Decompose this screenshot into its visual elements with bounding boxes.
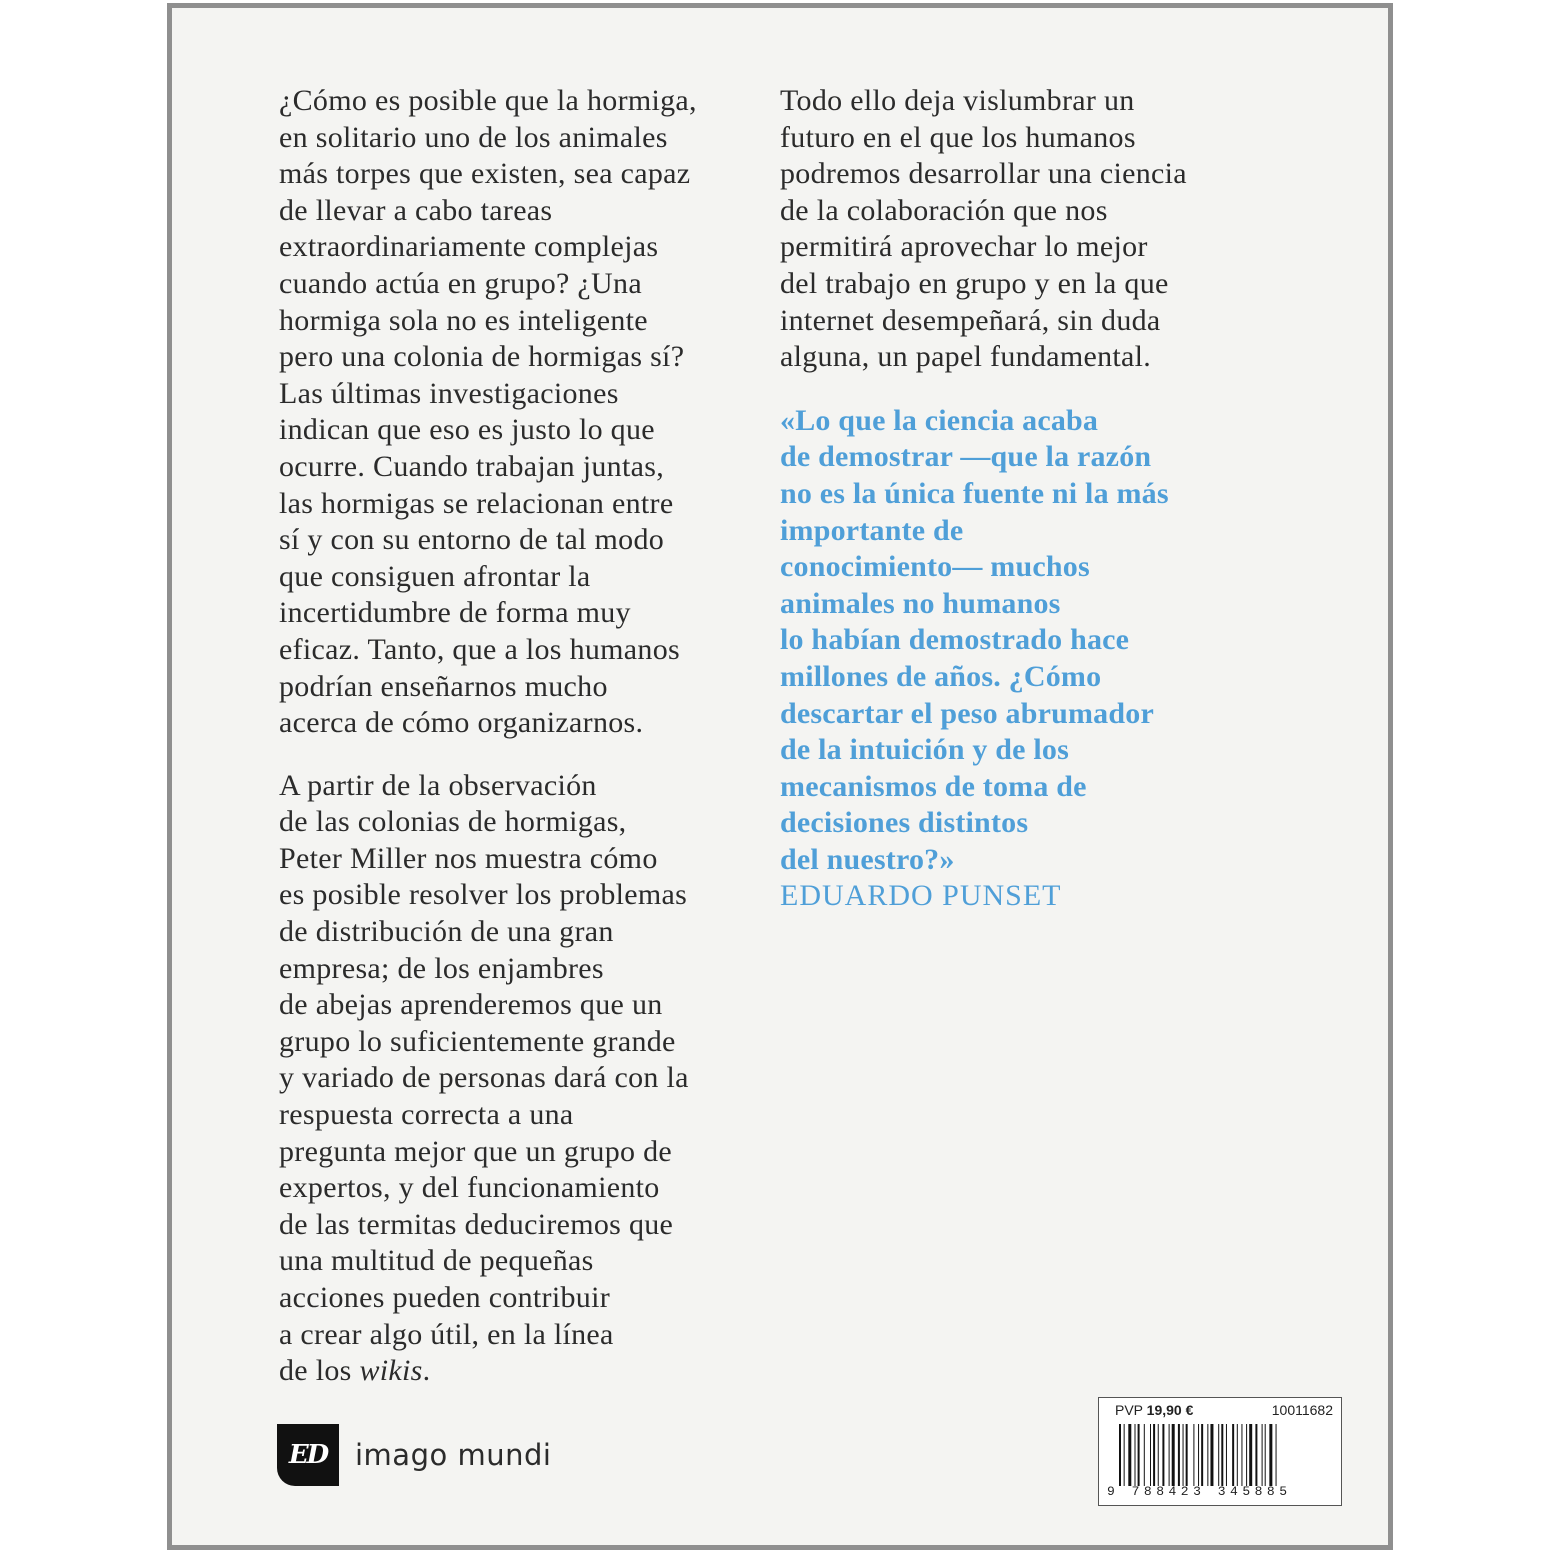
quote-line: «Lo que la ciencia acaba [780, 403, 1099, 437]
text-line: las hormigas se relacionan entre [279, 486, 674, 520]
text-line: que consiguen afrontar la [279, 559, 591, 593]
text-line: podrían enseñarnos mucho [279, 669, 608, 703]
text-line: de distribución de una gran [279, 915, 614, 949]
text-line: Todo ello deja vislumbrar un [780, 84, 1135, 117]
quote-line: del nuestro?» [780, 842, 955, 876]
text-fragment: de los [279, 1354, 360, 1388]
text-line: a crear algo útil, en la línea [279, 1317, 614, 1351]
text-line: una multitud de pequeñas [279, 1244, 594, 1278]
text-line: permitirá aprovechar lo mejor [780, 230, 1148, 264]
text-line: de las termitas deduciremos que [279, 1207, 674, 1241]
quote-line: descartar el peso abrumador [780, 696, 1154, 730]
text-line: extraordinariamente complejas [279, 230, 659, 264]
publisher-logo-icon [277, 1424, 339, 1486]
publisher-logo-text: ED [288, 1440, 328, 1470]
text-line: expertos, y del funcionamiento [279, 1171, 660, 1205]
publisher-name: imago mundi [355, 1438, 552, 1472]
text-line: eficaz. Tanto, que a los humanos [279, 632, 680, 666]
barcode-label [1098, 1397, 1342, 1506]
text-line: de llevar a cabo tareas [279, 193, 553, 227]
text-line: es posible resolver los problemas [279, 878, 688, 912]
text-line: incertidumbre de forma muy [279, 596, 631, 630]
quote-line: conocimiento— muchos [780, 550, 1090, 584]
synopsis-paragraph-2 [279, 768, 697, 1390]
quote-line: de demostrar —que la razón [780, 440, 1152, 474]
price-value: 19,90 € [1146, 1402, 1194, 1418]
quote-line: animales no humanos [780, 586, 1061, 620]
text-line: Las últimas investigaciones [279, 376, 619, 410]
text-line: acciones pueden contribuir [279, 1281, 611, 1314]
publisher-imprint [277, 1424, 551, 1486]
text-line: y variado de personas dará con la [279, 1061, 689, 1095]
text-line: acerca de cómo organizarnos. [279, 706, 644, 740]
text-line: de las colonias de hormigas, [279, 805, 627, 839]
text-line: de abejas aprenderemos que un [279, 988, 663, 1022]
text-line: pero una colonia de hormigas sí? [279, 340, 685, 374]
text-line: cuando actúa en grupo? ¿Una [279, 266, 642, 300]
text-line: en solitario uno de los animales [279, 120, 668, 154]
text-line: indican que eso es justo lo que [279, 413, 655, 447]
price [1115, 1402, 1193, 1418]
quote-line: decisiones distintos [780, 806, 1029, 840]
quote-line: no es la única fuente ni la más [780, 476, 1169, 510]
text-line: empresa; de los enjambres [279, 951, 604, 985]
text-line: de la colaboración que nos [780, 193, 1108, 227]
text-line: ¿Cómo es posible que la hormiga, [279, 84, 697, 117]
back-cover [167, 3, 1393, 1550]
text-line: ocurre. Cuando trabajan juntas, [279, 449, 665, 483]
quote-line: lo habían demostrado hace [780, 623, 1130, 657]
right-column [780, 83, 1187, 915]
text-line: más torpes que existen, sea capaz [279, 157, 691, 191]
barcode-digits: 9 788423 345885 [1107, 1484, 1292, 1499]
text-line: respuesta correcta a una [279, 1098, 574, 1132]
left-column [279, 83, 697, 1390]
text-line: del trabajo en grupo y en la que [780, 266, 1169, 300]
quote-line: mecanismos de toma de [780, 769, 1087, 803]
blurb-quote [780, 403, 1187, 915]
text-line: hormiga sola no es inteligente [279, 303, 648, 337]
product-code: 10011682 [1271, 1402, 1333, 1418]
quote-line: millones de años. ¿Cómo [780, 659, 1102, 693]
text-line: sí y con su entorno de tal modo [279, 523, 665, 557]
text-line: alguna, un papel fundamental. [780, 340, 1152, 374]
text-line-last [279, 1353, 697, 1390]
text-line: internet desempeñará, sin duda [780, 303, 1161, 337]
text-line: pregunta mejor que un grupo de [279, 1134, 673, 1168]
quote-author: EDUARDO PUNSET [780, 879, 1062, 913]
barcode-icon [1119, 1424, 1337, 1486]
synopsis-paragraph-3 [780, 83, 1187, 376]
text-line: grupo lo suficientemente grande [279, 1024, 676, 1058]
text-line: A partir de la observación [279, 768, 597, 802]
price-row [1115, 1402, 1333, 1418]
text-fragment: . [422, 1354, 431, 1388]
synopsis-paragraph-1 [279, 83, 697, 742]
quote-line: importante de [780, 513, 964, 547]
text-line: Peter Miller nos muestra cómo [279, 841, 658, 875]
text-line: podremos desarrollar una ciencia [780, 157, 1187, 191]
pvp-label: PVP [1115, 1402, 1143, 1418]
quote-line: de la intuición y de los [780, 733, 1070, 767]
italic-term: wikis [359, 1354, 423, 1388]
text-line: futuro en el que los humanos [780, 120, 1136, 154]
